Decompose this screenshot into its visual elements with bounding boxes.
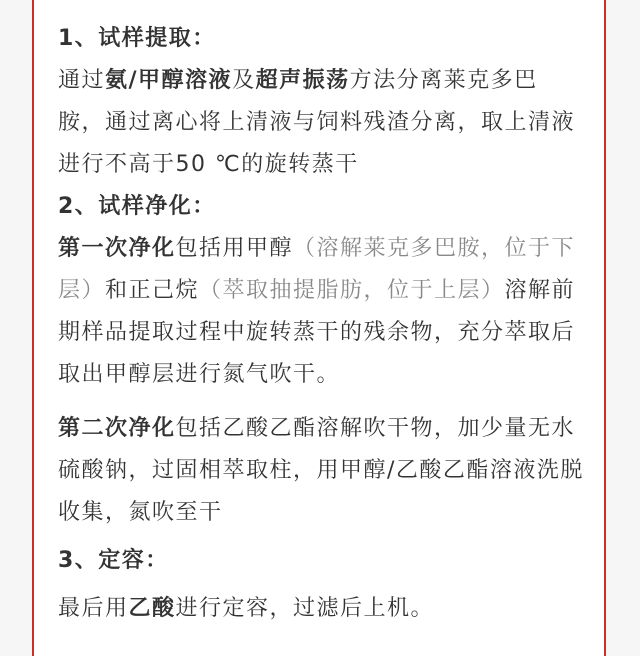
section-2-second-purification xyxy=(58,408,584,534)
s2-first-b: 和正己烷 xyxy=(105,278,200,303)
s3-rest: 进行定容，过滤后上机。 xyxy=(175,596,435,621)
section-2-heading: 2、试样净化： xyxy=(58,194,216,219)
s2-first-note-2: （萃取抽提脂肪，位于上层） xyxy=(199,278,505,303)
article-card xyxy=(32,0,606,656)
section-2-first-purification xyxy=(58,228,584,396)
s3-prefix: 最后用 xyxy=(58,596,129,621)
s3-bold-reagent: 乙酸 xyxy=(128,596,176,621)
section-1-heading: 1、试样提取： xyxy=(58,26,216,51)
s1-prefix: 通过 xyxy=(58,68,106,93)
s1-rest: 方法分离莱克多巴胺，通过离心将上清液与饲料残渣分离，取上清液进行不高于50 ℃的旋转蒸干 xyxy=(58,68,576,177)
s1-bold-method: 超声振荡 xyxy=(255,68,350,93)
s2-first-c: 溶解前期样品提取过程中旋转蒸干的残余物，充分萃取后取出甲醇层进行氮气吹干。 xyxy=(58,278,576,387)
s1-bold-reagent: 氨/甲醇溶液 xyxy=(105,68,233,93)
section-1-paragraph xyxy=(58,60,584,186)
s2-second-rest: 包括乙酸乙酯溶解吹干物，加少量无水硫酸钠，过固相萃取柱，用甲醇/乙酸乙酯溶液洗脱收集，氮吹至干 xyxy=(58,416,584,525)
section-3-paragraph xyxy=(58,588,584,630)
section-3-heading: 3、定容： xyxy=(58,548,169,573)
s2-second-label: 第二次净化 xyxy=(58,416,176,441)
s1-mid: 及 xyxy=(232,68,256,93)
s2-first-label: 第一次净化 xyxy=(58,236,176,261)
s2-first-a: 包括用甲醇 xyxy=(175,236,294,261)
s2-first-note-1: （溶解莱克多巴胺，位于下层） xyxy=(58,236,576,303)
paragraph-gap xyxy=(58,396,584,408)
